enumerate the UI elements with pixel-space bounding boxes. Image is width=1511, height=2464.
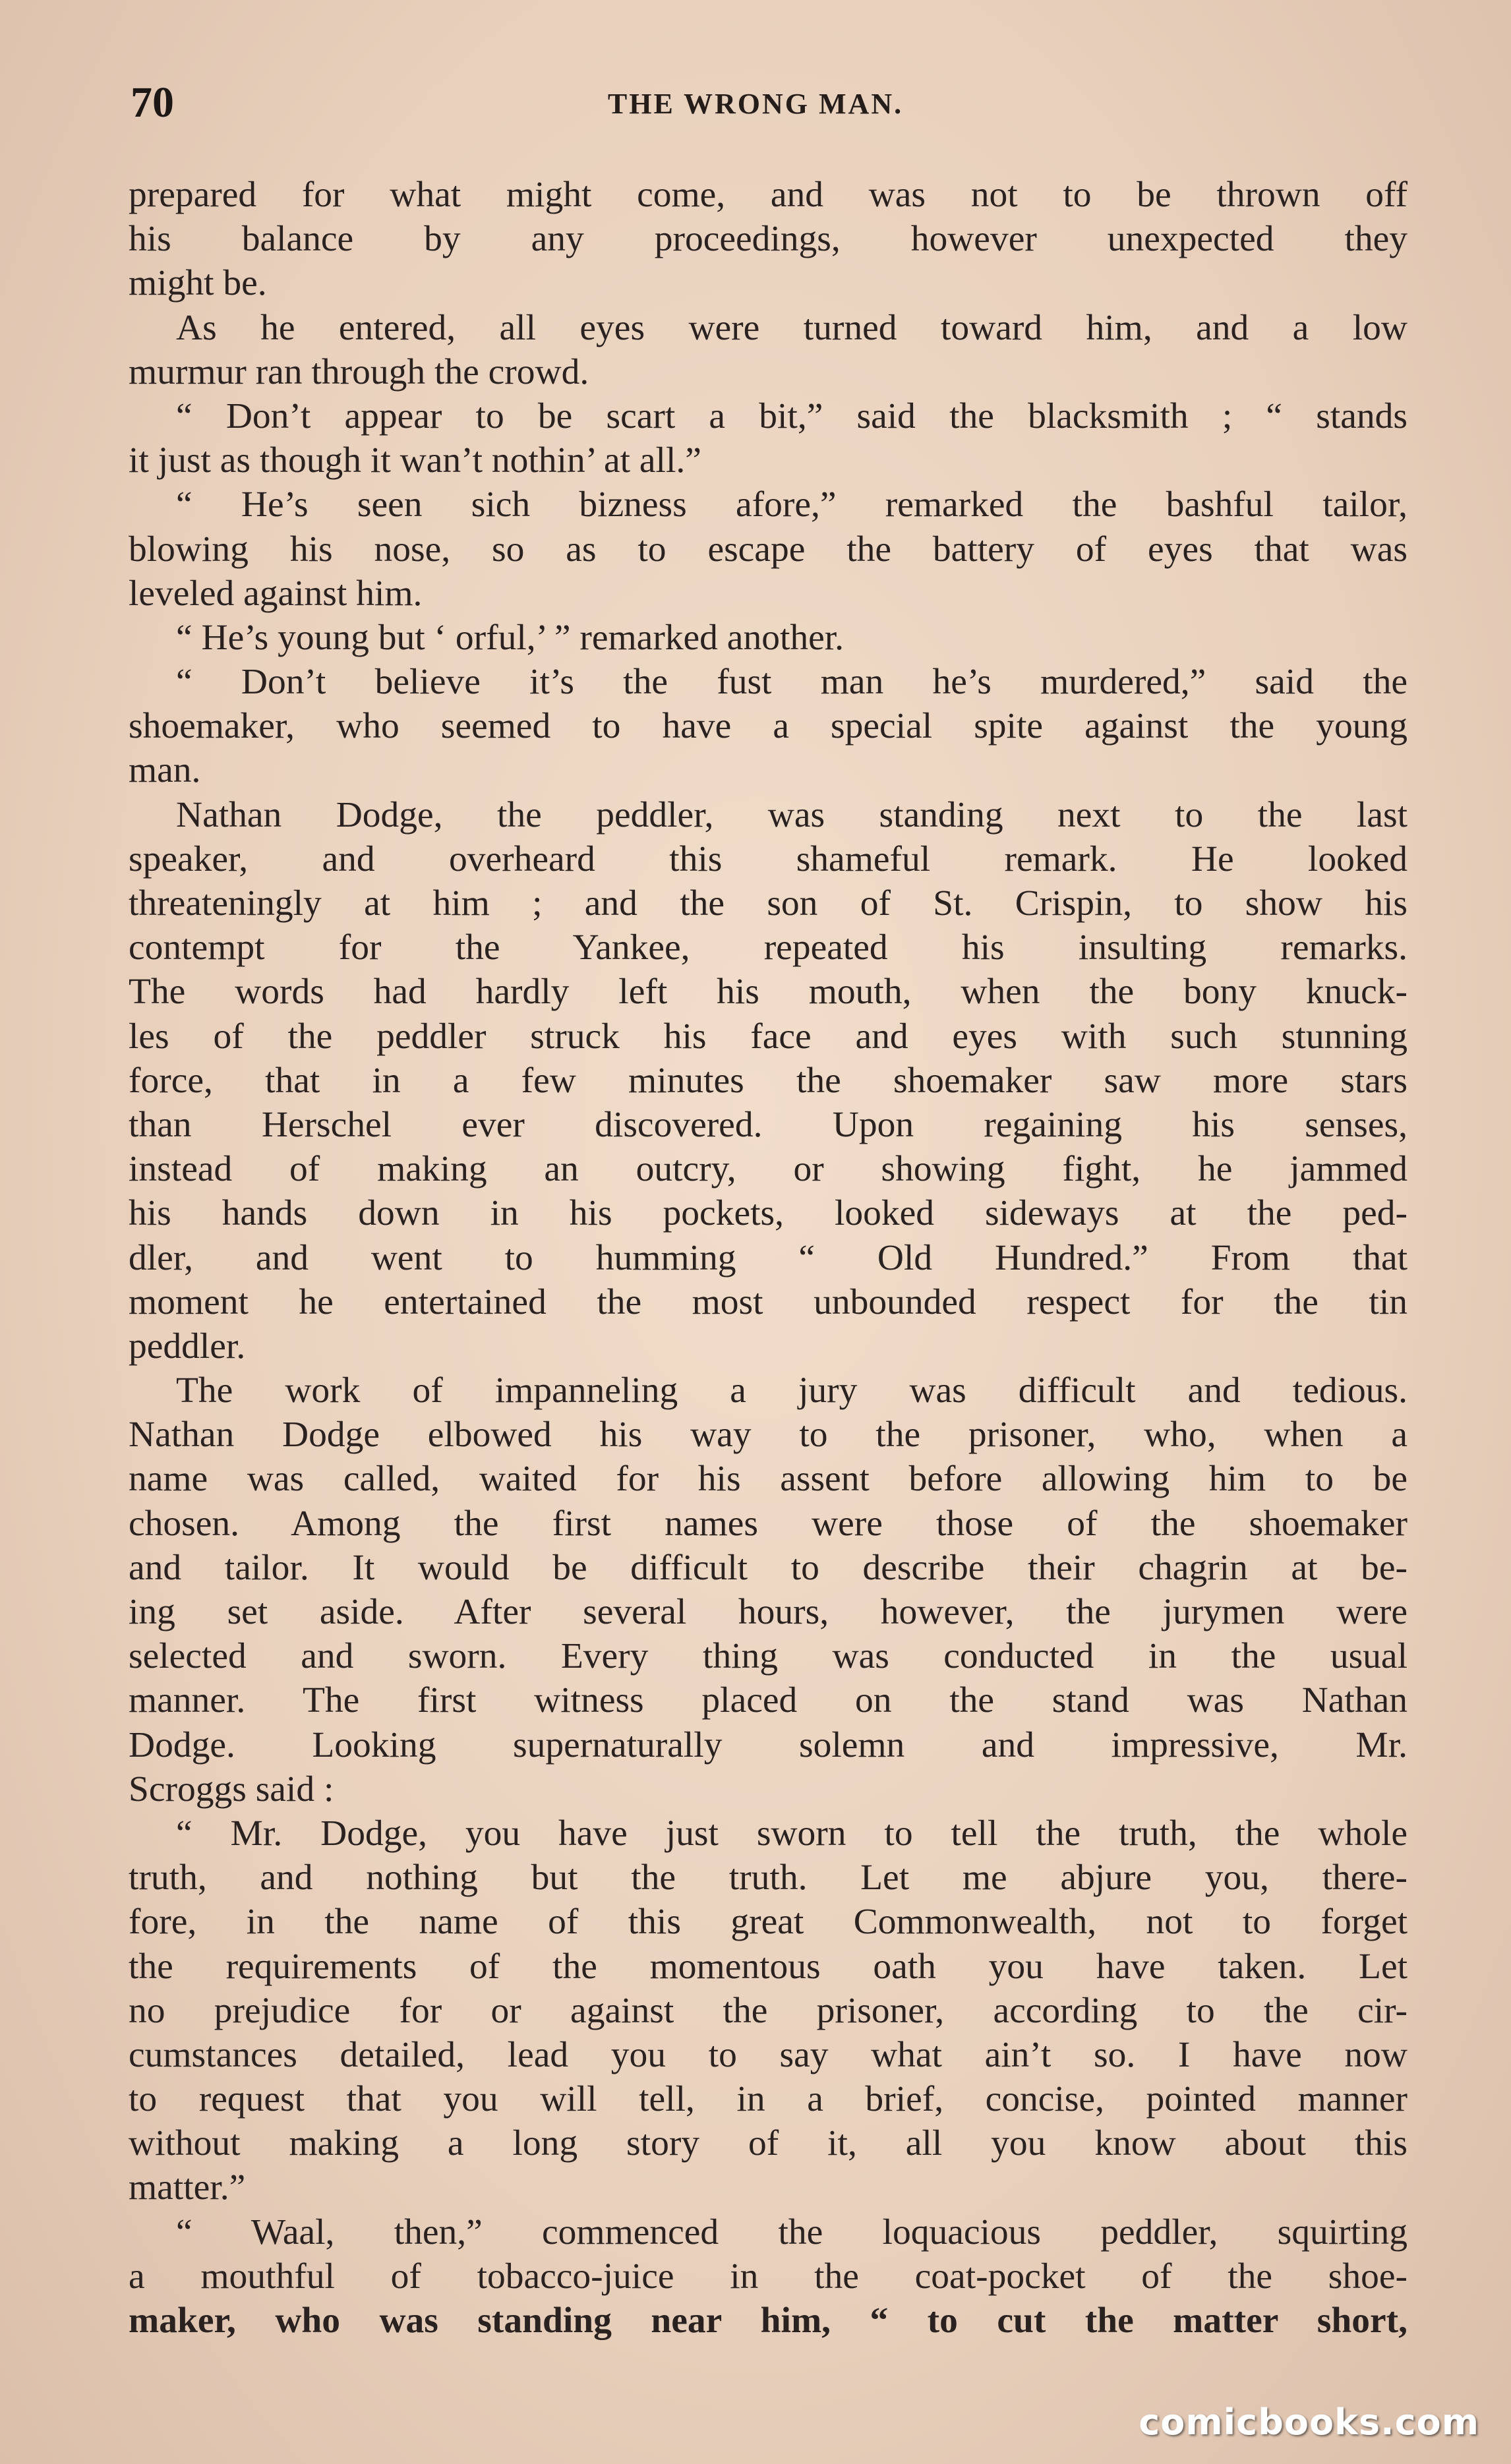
text-line: manner. The first witness placed on the stand was Nathan	[129, 1680, 1407, 1721]
text-line: leveled against him.	[129, 573, 423, 614]
text-line: chosen. Among the first names were those of the shoemaker	[129, 1503, 1407, 1544]
text-line: fore, in the name of this great Commonwealth, not to forget	[129, 1902, 1407, 1943]
text-line: truth, and nothing but the truth. Let me abjure you, there-	[129, 1858, 1407, 1898]
text-line: instead of making an outcry, or showing fight, he jammed	[129, 1149, 1407, 1190]
text-line: to request that you will tell, in a brief, concise, pointed manner	[129, 2079, 1407, 2120]
text-line: “ Mr. Dodge, you have just sworn to tell the truth, the whole	[176, 1813, 1407, 1854]
text-line: shoemaker, who seemed to have a special spite against the young	[129, 706, 1407, 747]
text-line: speaker, and overheard this shameful remark. He looked	[129, 838, 1407, 879]
text-line: Scroggs said :	[129, 1769, 334, 1809]
text-line: without making a long story of it, all you know about this	[129, 2123, 1407, 2164]
text-line: blowing his nose, so as to escape the battery of eyes that was	[129, 529, 1407, 570]
text-line: “ Don’t appear to be scart a bit,” said the blacksmith ; “ stands	[176, 396, 1407, 436]
text-line: peddler.	[129, 1326, 246, 1366]
text-line: “ He’s seen sich bizness afore,” remarked the bashful tailor,	[176, 484, 1407, 525]
text-line: ing set aside. After several hours, however, the jurymen were	[129, 1592, 1407, 1632]
text-line: Dodge. Looking supernaturally solemn and impressive, Mr.	[129, 1724, 1407, 1765]
text-line: maker, who was standing near him, “ to cut the matter short,	[129, 2301, 1407, 2341]
text-line: his balance by any proceedings, however unexpected they	[129, 219, 1407, 260]
watermark: comicbooks.com	[1139, 2401, 1479, 2443]
text-line: The words had hardly left his mouth, when the bony knuck-	[129, 972, 1407, 1012]
text-line: Nathan Dodge, the peddler, was standing next to the last	[176, 794, 1407, 835]
text-line: les of the peddler struck his face and eyes with such stunning	[129, 1016, 1407, 1057]
text-line: it just as though it wan’t nothin’ at all.”	[129, 440, 701, 481]
text-line: man.	[129, 750, 201, 791]
text-line: no prejudice for or against the prisoner, according to the cir-	[129, 1990, 1407, 2031]
body-text	[129, 173, 1407, 2343]
text-line: dler, and went to humming “ Old Hundred.” From that	[129, 1237, 1407, 1278]
text-line: “ Don’t believe it’s the fust man he’s murdered,” said the	[176, 662, 1407, 703]
text-line: a mouthful of tobacco-juice in the coat-pocket of the shoe-	[129, 2256, 1407, 2297]
text-line: prepared for what might come, and was not to be thrown off	[129, 175, 1407, 215]
text-line: and tailor. It would be difficult to describe their chagrin at be-	[129, 1547, 1407, 1588]
text-line: “ Waal, then,” commenced the loquacious peddler, squirting	[176, 2212, 1407, 2252]
text-line: matter.”	[129, 2167, 246, 2208]
text-line: his hands down in his pockets, looked sideways at the ped-	[129, 1193, 1407, 1234]
text-line: cumstances detailed, lead you to say what ain’t so. I have now	[129, 2034, 1407, 2075]
text-line: murmur ran through the crowd.	[129, 351, 589, 392]
text-line: “ He’s young but ‘ orful,’ ” remarked another.	[176, 617, 844, 658]
text-line: force, that in a few minutes the shoemaker saw more stars	[129, 1060, 1407, 1101]
text-line: contempt for the Yankee, repeated his insulting remarks.	[129, 927, 1407, 968]
text-line: moment he entertained the most unbounded respect for the tin	[129, 1281, 1407, 1322]
text-line: selected and sworn. Every thing was conducted in the usual	[129, 1636, 1407, 1677]
text-line: threateningly at him ; and the son of St. Crispin, to show his	[129, 883, 1407, 924]
page-number: 70	[131, 78, 174, 127]
text-line: the requirements of the momentous oath you have taken. Let	[129, 1946, 1407, 1987]
text-line: name was called, waited for his assent before allowing him to be	[129, 1459, 1407, 1500]
running-title: THE WRONG MAN.	[607, 88, 904, 120]
text-line: Nathan Dodge elbowed his way to the prisoner, who, when a	[129, 1415, 1407, 1455]
text-line: The work of impanneling a jury was difficult and tedious.	[176, 1370, 1407, 1411]
text-line: than Herschel ever discovered. Upon regaining his senses,	[129, 1104, 1407, 1145]
text-line: might be.	[129, 263, 267, 304]
text-line: As he entered, all eyes were turned toward him, and a low	[176, 307, 1407, 348]
